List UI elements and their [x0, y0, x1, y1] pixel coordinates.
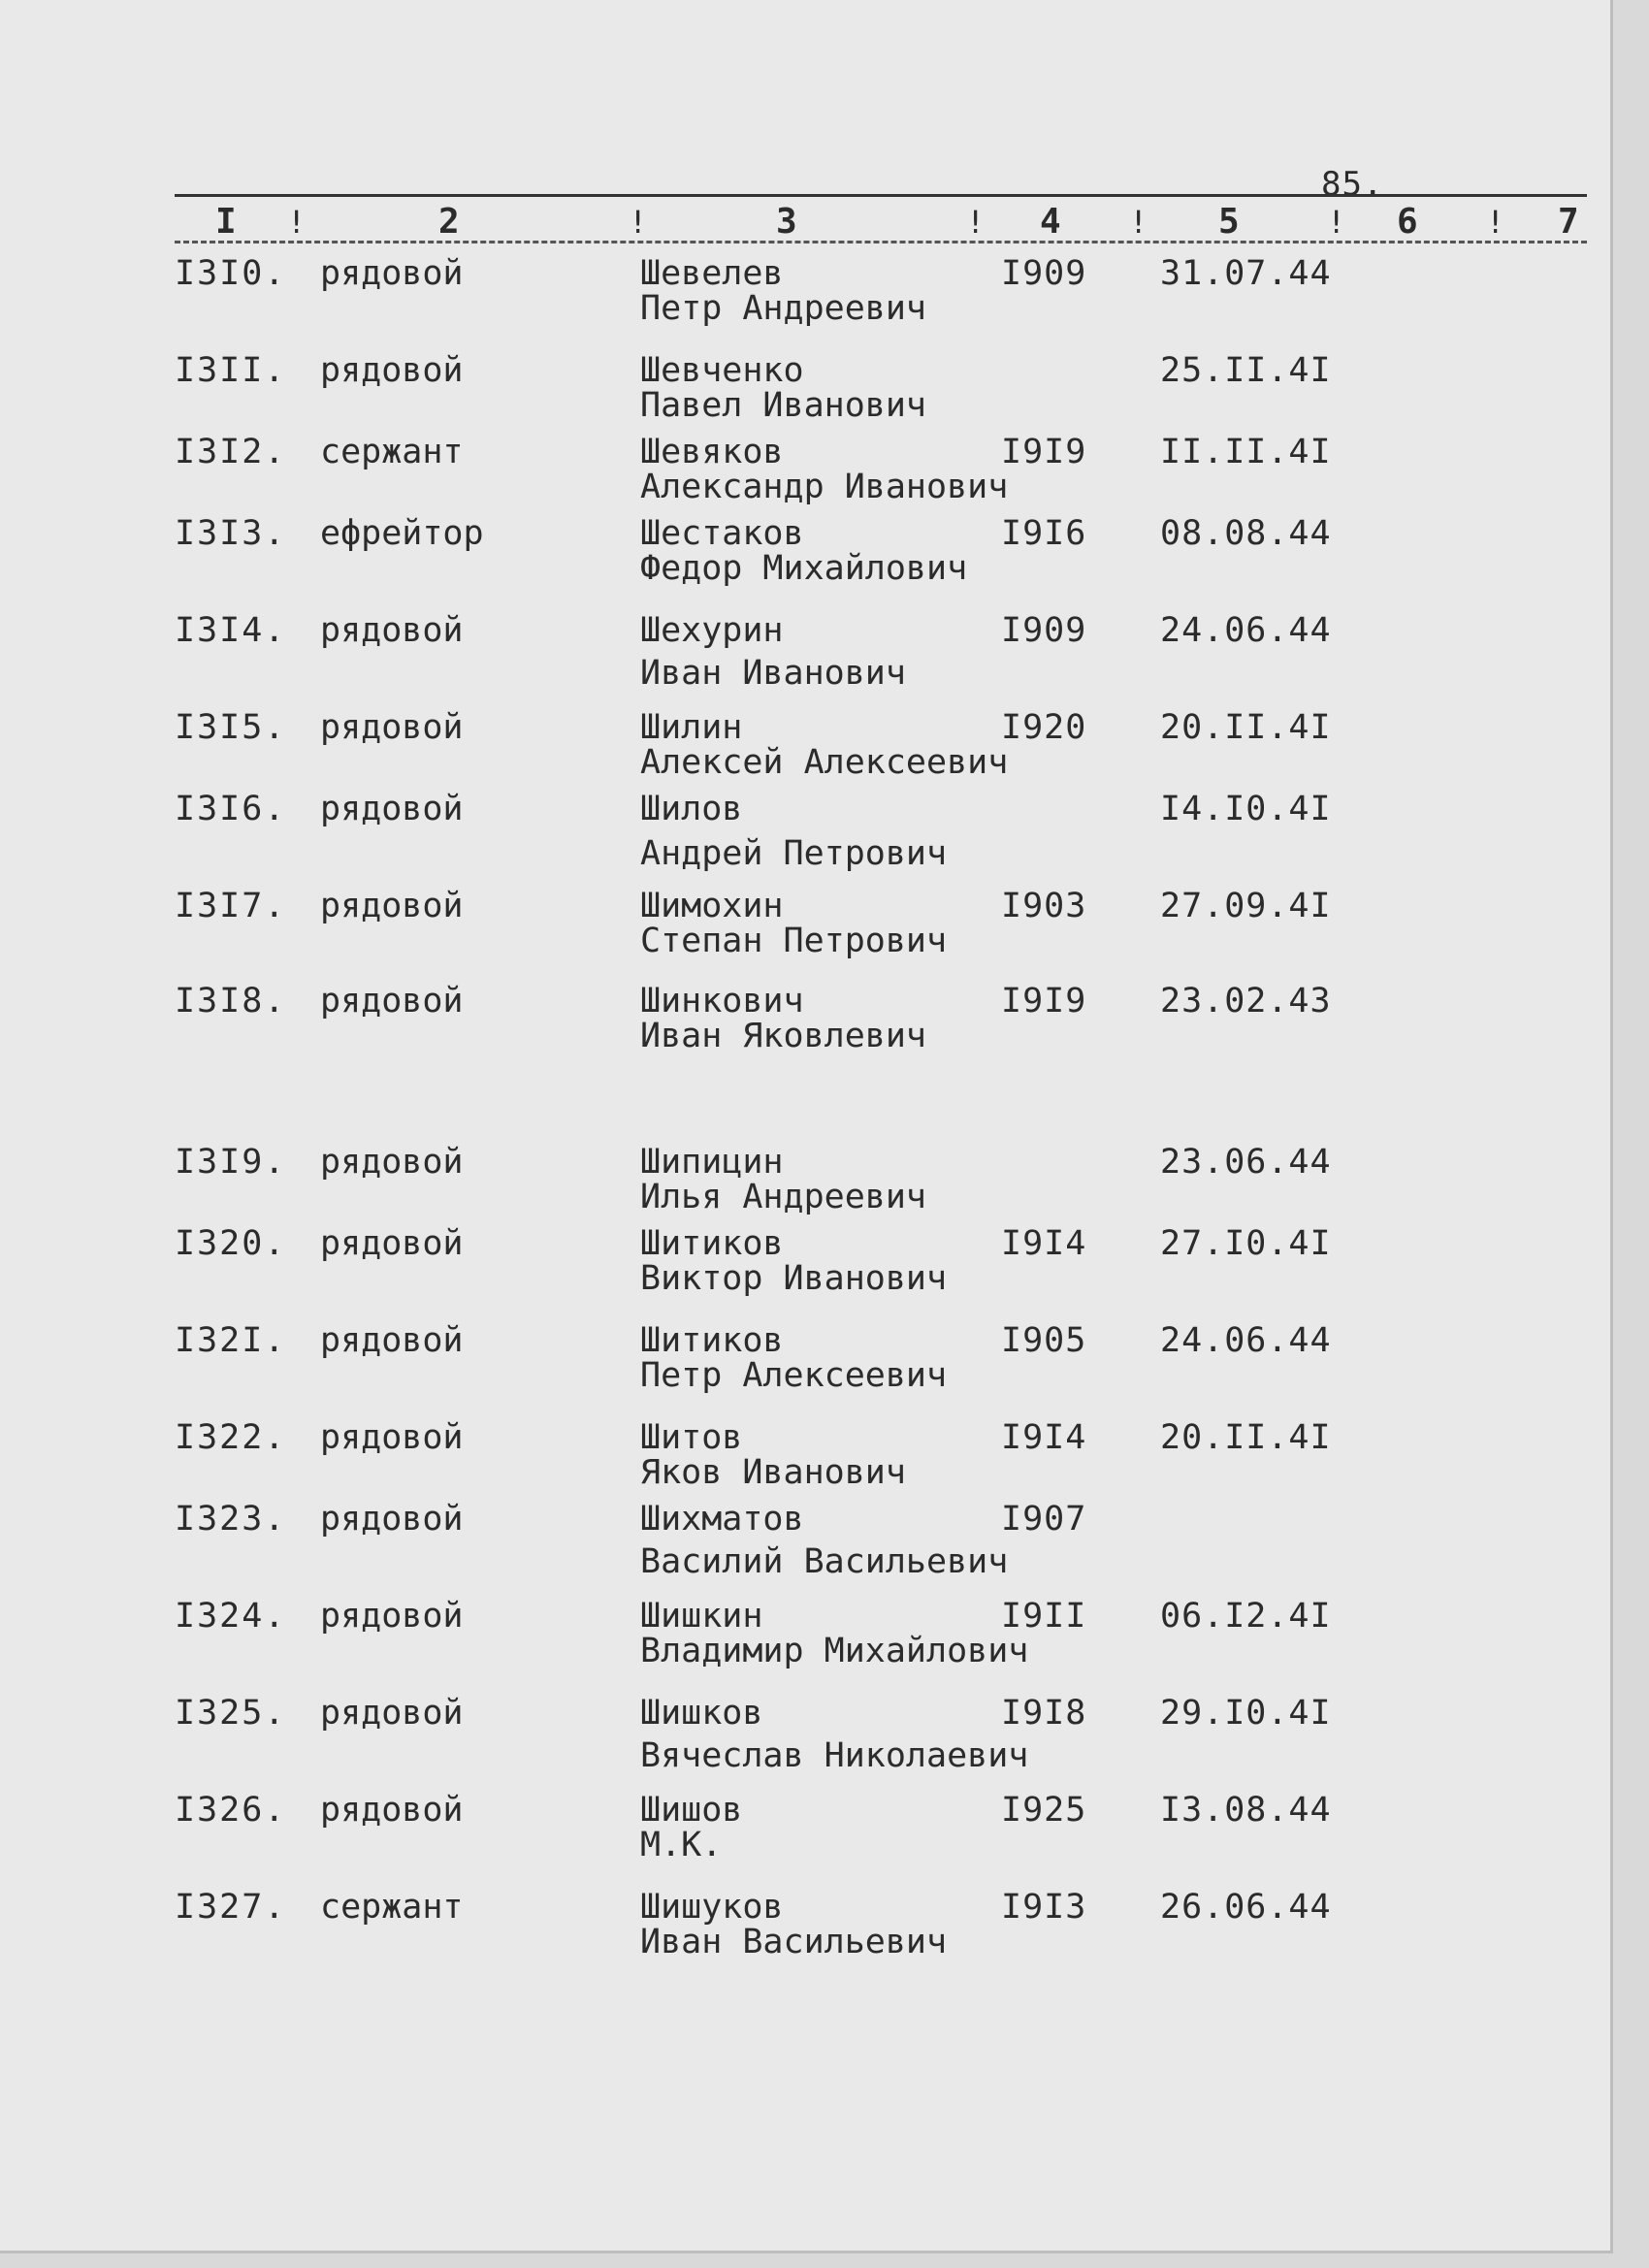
header-separator: !: [966, 204, 986, 241]
record-number: I3I9.: [175, 1143, 287, 1182]
surname: Шинкович: [640, 982, 804, 1021]
record-number: I320.: [175, 1224, 287, 1263]
given-name: Иван Иванович: [640, 654, 906, 693]
date: 25.II.4I: [1160, 351, 1332, 390]
date: 27.I0.4I: [1160, 1224, 1332, 1263]
surname: Шехурин: [640, 611, 784, 650]
record-number: I3I0.: [175, 254, 287, 293]
record-number: I326.: [175, 1791, 287, 1830]
rank: рядовой: [320, 1500, 464, 1539]
surname: Шевченко: [640, 351, 804, 390]
rank: рядовой: [320, 254, 464, 293]
birth-year: I920: [1001, 708, 1087, 747]
header-separator: !: [629, 204, 648, 241]
rank: рядовой: [320, 351, 464, 390]
rank: рядовой: [320, 611, 464, 650]
table-row: [0, 1224, 1610, 1321]
rank: ефрейтор: [320, 514, 484, 553]
rank: рядовой: [320, 1694, 464, 1733]
surname: Шимохин: [640, 887, 784, 925]
table-row: [0, 1597, 1610, 1694]
header-bottom-rule: [175, 241, 1587, 243]
surname: Шитиков: [640, 1224, 784, 1263]
birth-year: I9I8: [1001, 1694, 1087, 1733]
record-number: I3I3.: [175, 514, 287, 553]
surname: Шипицин: [640, 1143, 784, 1182]
record-number: I32I.: [175, 1321, 287, 1360]
birth-year: I9I4: [1001, 1224, 1087, 1263]
record-number: I325.: [175, 1694, 287, 1733]
record-number: I327.: [175, 1888, 287, 1927]
record-number: I322.: [175, 1418, 287, 1457]
table-row: [0, 611, 1610, 708]
birth-year: I905: [1001, 1321, 1087, 1360]
given-name: Иван Васильевич: [640, 1923, 948, 1961]
rank: рядовой: [320, 982, 464, 1021]
rank: рядовой: [320, 1791, 464, 1830]
header-col-6: 6: [1397, 202, 1418, 242]
surname: Шихматов: [640, 1500, 804, 1539]
given-name: Василий Васильевич: [640, 1542, 1009, 1581]
header-separator: !: [1327, 204, 1346, 241]
given-name: Алексей Алексеевич: [640, 743, 1009, 782]
birth-year: I925: [1001, 1791, 1087, 1830]
given-name: Петр Алексеевич: [640, 1356, 948, 1395]
given-name: Андрей Петрович: [640, 834, 948, 873]
table-row: [0, 1500, 1610, 1597]
date: 20.II.4I: [1160, 1418, 1332, 1457]
given-name: Яков Иванович: [640, 1453, 906, 1492]
surname: Шишуков: [640, 1888, 784, 1927]
record-number: I3I4.: [175, 611, 287, 650]
record-number: I3I8.: [175, 982, 287, 1021]
date: 31.07.44: [1160, 254, 1332, 293]
given-name: Петр Андреевич: [640, 289, 927, 328]
date: II.II.4I: [1160, 433, 1332, 471]
surname: Шитиков: [640, 1321, 784, 1360]
table-row: [0, 514, 1610, 611]
given-name: М.К.: [640, 1826, 723, 1864]
rank: рядовой: [320, 1418, 464, 1457]
birth-year: I9I4: [1001, 1418, 1087, 1457]
given-name: Виктор Иванович: [640, 1259, 948, 1298]
given-name: Иван Яковлевич: [640, 1017, 927, 1055]
table-row: [0, 254, 1610, 351]
header-separator: !: [1486, 204, 1505, 241]
surname: Шевяков: [640, 433, 784, 471]
birth-year: I9I9: [1001, 982, 1087, 1021]
date: 29.I0.4I: [1160, 1694, 1332, 1733]
date: 26.06.44: [1160, 1888, 1332, 1927]
given-name: Степан Петрович: [640, 922, 948, 960]
birth-year: I9I3: [1001, 1888, 1087, 1927]
birth-year: I909: [1001, 611, 1087, 650]
given-name: Федор Михайлович: [640, 549, 968, 588]
date: 06.I2.4I: [1160, 1597, 1332, 1636]
date: 27.09.4I: [1160, 887, 1332, 925]
table-row: [0, 887, 1610, 984]
record-number: I3II.: [175, 351, 287, 390]
header-col-1: I: [215, 202, 237, 242]
header-col-5: 5: [1218, 202, 1240, 242]
header-col-7: 7: [1558, 202, 1579, 242]
record-number: I323.: [175, 1500, 287, 1539]
date: I4.I0.4I: [1160, 790, 1332, 828]
date: I3.08.44: [1160, 1791, 1332, 1830]
surname: Шитов: [640, 1418, 743, 1457]
surname: Шишкин: [640, 1597, 763, 1636]
surname: Шестаков: [640, 514, 804, 553]
table-row: [0, 1888, 1610, 1985]
date: 23.02.43: [1160, 982, 1332, 1021]
rank: рядовой: [320, 1143, 464, 1182]
birth-year: I907: [1001, 1500, 1087, 1539]
header-separator: !: [1129, 204, 1148, 241]
surname: Шилов: [640, 790, 743, 828]
given-name: Александр Иванович: [640, 468, 1009, 506]
date: 08.08.44: [1160, 514, 1332, 553]
header-top-rule: [175, 194, 1587, 197]
date: 20.II.4I: [1160, 708, 1332, 747]
given-name: Илья Андреевич: [640, 1178, 927, 1216]
given-name: Павел Иванович: [640, 386, 927, 425]
rank: рядовой: [320, 1321, 464, 1360]
date: 24.06.44: [1160, 1321, 1332, 1360]
header-col-4: 4: [1040, 202, 1061, 242]
record-number: I324.: [175, 1597, 287, 1636]
birth-year: I909: [1001, 254, 1087, 293]
rank: рядовой: [320, 1224, 464, 1263]
surname: Шишов: [640, 1791, 743, 1830]
table-row: [0, 1321, 1610, 1418]
rank: сержант: [320, 433, 464, 471]
birth-year: I9II: [1001, 1597, 1087, 1636]
date: 23.06.44: [1160, 1143, 1332, 1182]
rank: рядовой: [320, 887, 464, 925]
given-name: Вячеслав Николаевич: [640, 1736, 1029, 1775]
given-name: Владимир Михайлович: [640, 1632, 1029, 1670]
table-row: [0, 1694, 1610, 1791]
record-number: I3I2.: [175, 433, 287, 471]
date: 24.06.44: [1160, 611, 1332, 650]
header-separator: !: [287, 204, 307, 241]
table-row: [0, 1791, 1610, 1888]
surname: Шевелев: [640, 254, 784, 293]
page-number: 85.: [1321, 165, 1384, 204]
rank: рядовой: [320, 1597, 464, 1636]
birth-year: I9I6: [1001, 514, 1087, 553]
rank: сержант: [320, 1888, 464, 1927]
record-number: I3I5.: [175, 708, 287, 747]
birth-year: I9I9: [1001, 433, 1087, 471]
birth-year: I903: [1001, 887, 1087, 925]
rank: рядовой: [320, 708, 464, 747]
record-number: I3I6.: [175, 790, 287, 828]
surname: Шишков: [640, 1694, 763, 1733]
header-col-2: 2: [438, 202, 460, 242]
record-number: I3I7.: [175, 887, 287, 925]
surname: Шилин: [640, 708, 743, 747]
table-row: [0, 790, 1610, 887]
rank: рядовой: [320, 790, 464, 828]
header-col-3: 3: [776, 202, 797, 242]
table-row: [0, 982, 1610, 1079]
